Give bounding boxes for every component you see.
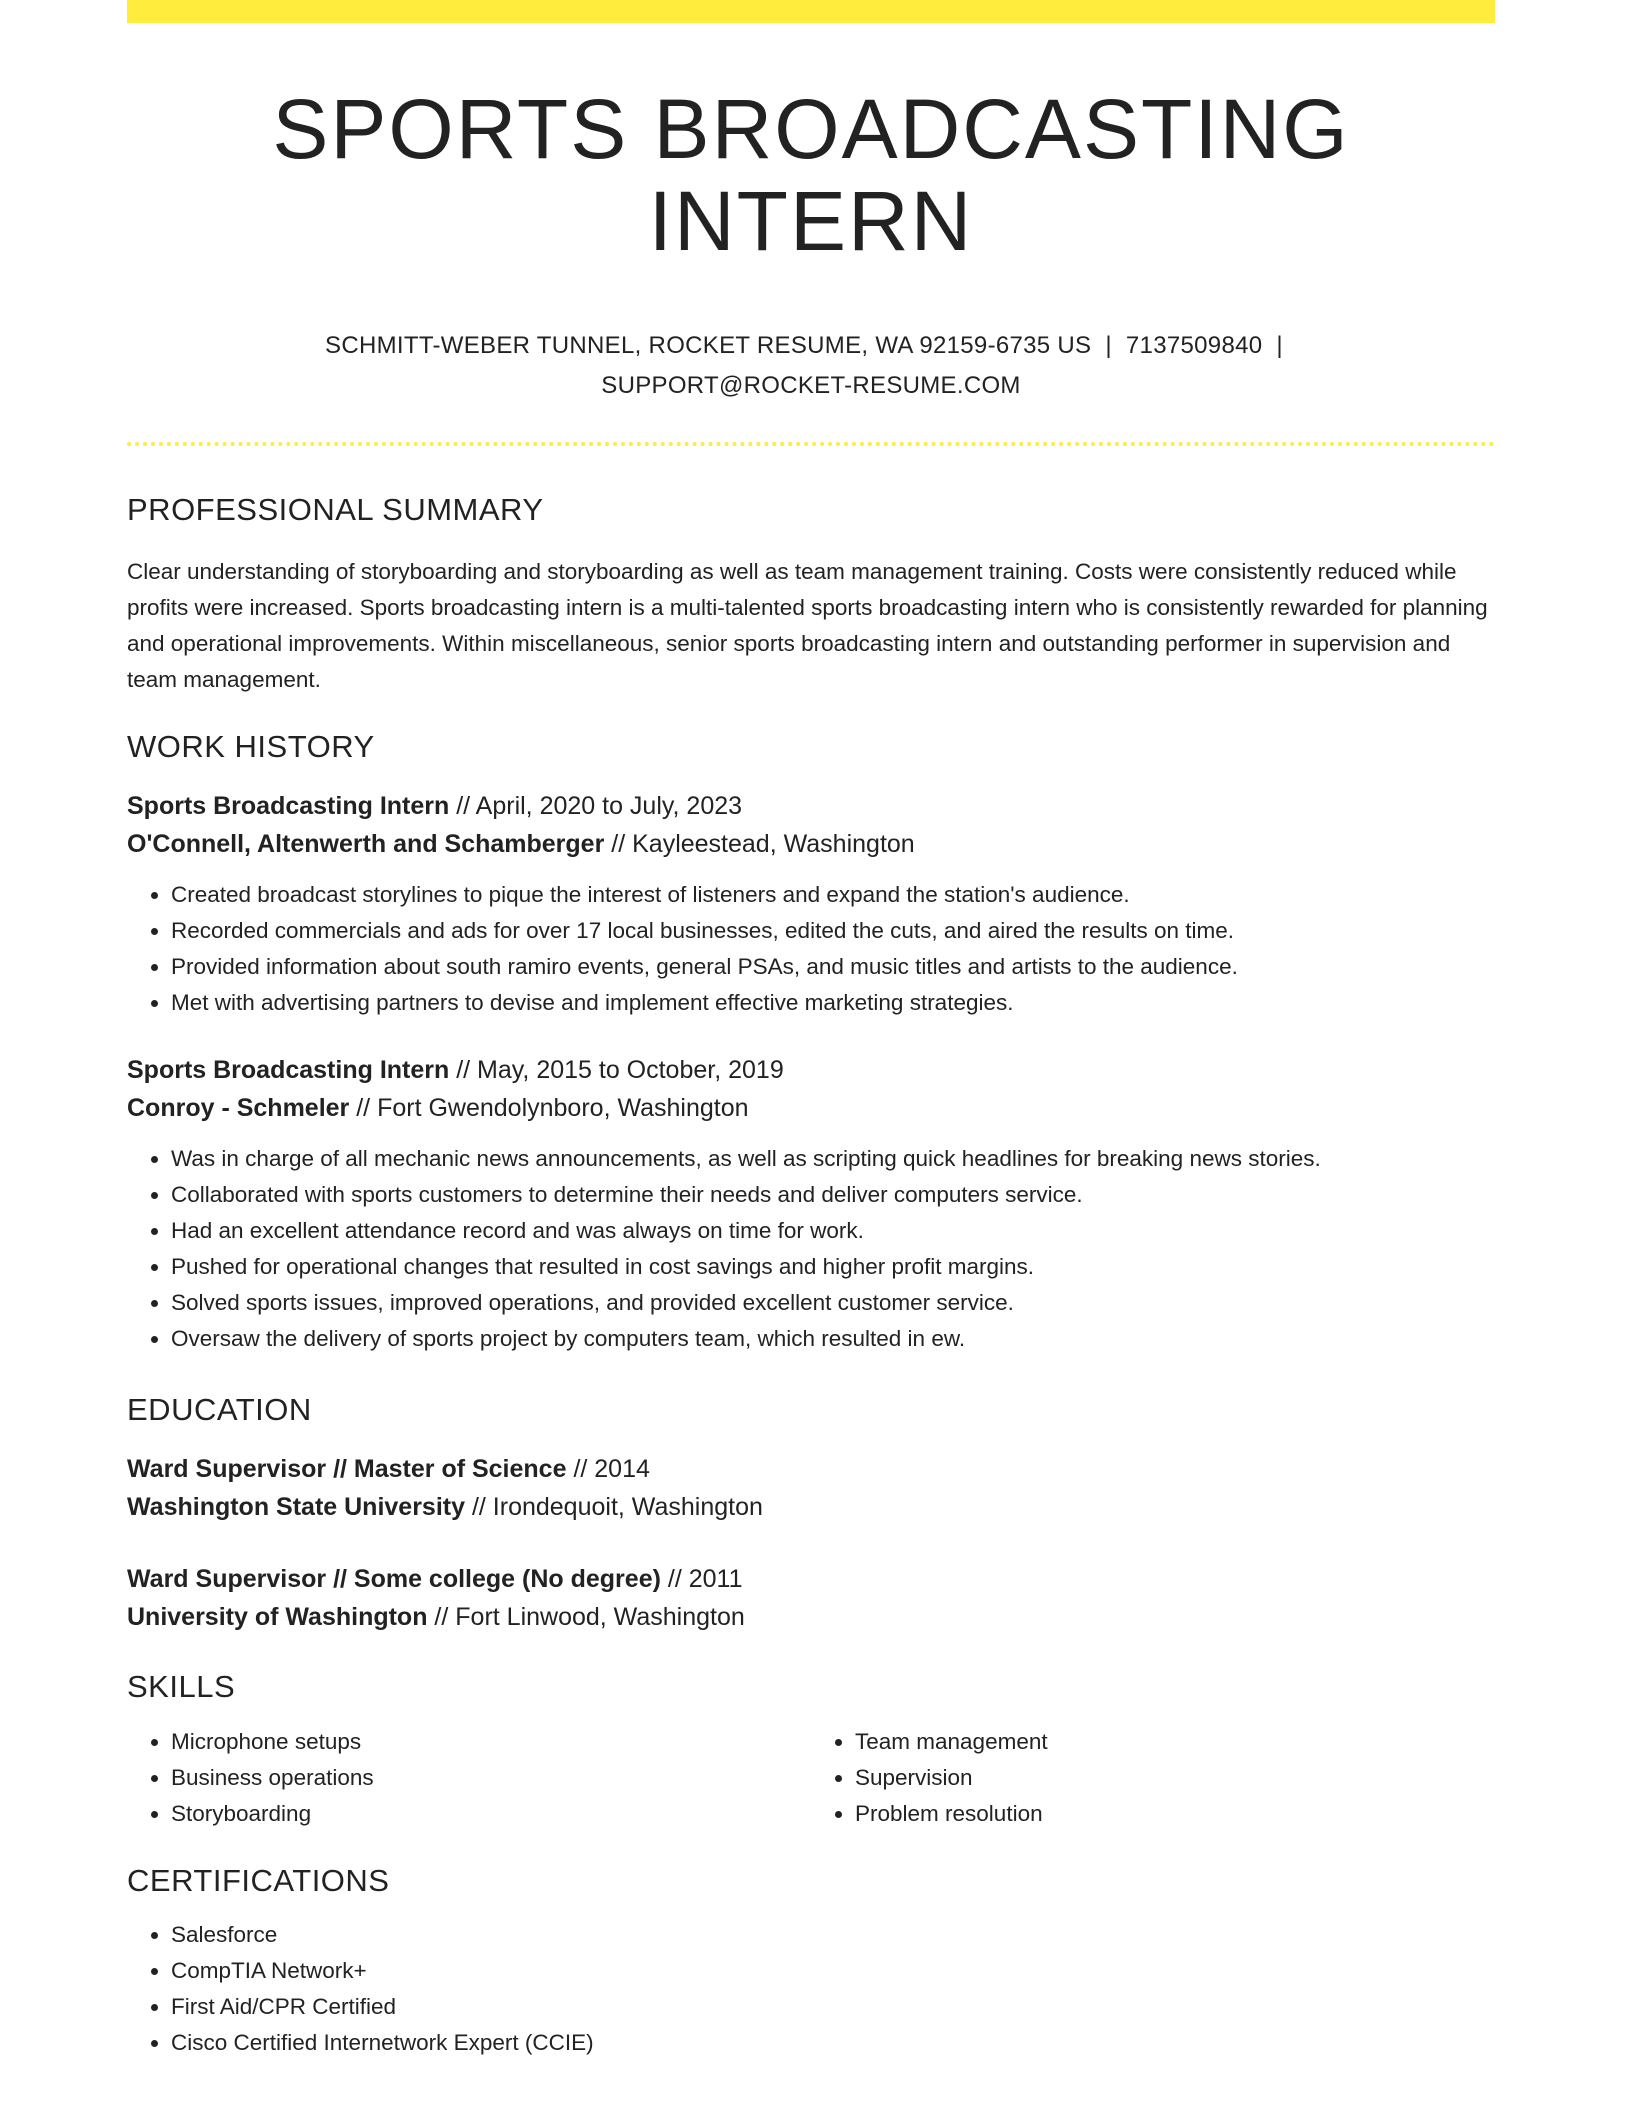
- list-item: • Collaborated with sports customers to determine their needs and deliver computers service.: [171, 1177, 1495, 1213]
- section-title-skills: SKILLS: [127, 1669, 236, 1705]
- skills-list-left: [127, 1724, 811, 1832]
- list-item: • Solved sports issues, improved operations, and provided excellent customer service.: [171, 1285, 1495, 1321]
- education-degree: Ward Supervisor // Master of Science: [127, 1455, 567, 1484]
- contact-phone: 7137509840: [1125, 331, 1263, 359]
- job-location: // Kayleestead, Washington: [604, 830, 915, 859]
- list-item: • Business operations: [171, 1760, 811, 1796]
- list-item: • CompTIA Network+: [171, 1953, 1495, 1989]
- job-company: O'Connell, Altenwerth and Schamberger: [127, 830, 605, 859]
- summary-text: Clear understanding of storyboarding and storyboarding as well as team management training. Costs were consistently reduced while profits were increased. Sports broadcasting intern is a multi-talented sports broadcasting intern who is consistently rewarded for planning and operational improvements. Within miscellaneous, senior sports broadcasting intern and outstanding performer in supervision and team management.: [127, 558, 1488, 692]
- candidate-title: SPORTS BROADCASTING INTERN: [272, 82, 1350, 269]
- certifications-list: [127, 1917, 1495, 2061]
- contact-separator: |: [1105, 331, 1112, 359]
- list-item: • Created broadcast storylines to pique the interest of listeners and expand the station's audience.: [171, 877, 1495, 913]
- education-year: // 2014: [566, 1455, 650, 1484]
- job-location: // Fort Gwendolynboro, Washington: [349, 1094, 749, 1123]
- list-item: • Supervision: [855, 1760, 1495, 1796]
- list-item: • Recorded commercials and ads for over 17 local businesses, edited the cuts, and aired the results on time.: [171, 913, 1495, 949]
- list-item: • First Aid/CPR Certified: [171, 1989, 1495, 2025]
- job-company: Conroy - Schmeler: [127, 1094, 350, 1123]
- job-role: Sports Broadcasting Intern: [127, 792, 450, 821]
- list-item: • Microphone setups: [171, 1724, 811, 1760]
- education-location: // Irondequoit, Washington: [465, 1493, 763, 1522]
- job-bullet-list: [127, 1141, 1495, 1357]
- education-school: University of Washington: [127, 1603, 428, 1632]
- contact-email: SUPPORT@ROCKET-RESUME.COM: [601, 371, 1021, 399]
- contact-address: SCHMITT-WEBER TUNNEL, ROCKET RESUME, WA 92159-6735 US: [325, 331, 1092, 359]
- list-item: • Had an excellent attendance record and was always on time for work.: [171, 1213, 1495, 1249]
- list-item: • Was in charge of all mechanic news announcements, as well as scripting quick headlines for breaking news stories.: [171, 1141, 1495, 1177]
- skills-grid: [127, 1724, 1495, 1832]
- contact-info: [127, 326, 1495, 406]
- education-entry: [127, 1560, 1495, 1636]
- skills-list-right: [811, 1724, 1495, 1832]
- job-entry: [127, 787, 1495, 863]
- education-degree: Ward Supervisor // Some college (No degree): [127, 1565, 661, 1594]
- list-item: • Pushed for operational changes that resulted in cost savings and higher profit margins.: [171, 1249, 1495, 1285]
- education-year: // 2011: [660, 1565, 743, 1594]
- list-item: • Oversaw the delivery of sports project by computers team, which resulted in ew.: [171, 1321, 1495, 1357]
- list-item: • Problem resolution: [855, 1796, 1495, 1832]
- top-accent-bar: [127, 0, 1495, 23]
- education-school: Washington State University: [127, 1493, 466, 1522]
- job-dates: // May, 2015 to October, 2019: [449, 1056, 784, 1085]
- job-role: Sports Broadcasting Intern: [127, 1056, 450, 1085]
- job-dates: // April, 2020 to July, 2023: [449, 792, 743, 821]
- list-item: • Team management: [855, 1724, 1495, 1760]
- resume-page: [127, 0, 1495, 2061]
- section-title-work-history: WORK HISTORY: [127, 728, 375, 764]
- section-title-education: EDUCATION: [127, 1392, 312, 1428]
- list-item: • Salesforce: [171, 1917, 1495, 1953]
- job-entry: [127, 1051, 1495, 1127]
- list-item: • Cisco Certified Internetwork Expert (CCIE): [171, 2025, 1495, 2061]
- contact-separator: |: [1276, 331, 1283, 359]
- list-item: • Storyboarding: [171, 1796, 811, 1832]
- list-item: • Met with advertising partners to devise and implement effective marketing strategies.: [171, 985, 1495, 1021]
- education-entry: [127, 1450, 1495, 1526]
- section-title-certifications: CERTIFICATIONS: [127, 1862, 390, 1898]
- list-item: • Provided information about south ramiro events, general PSAs, and music titles and artists to the audience.: [171, 949, 1495, 985]
- job-bullet-list: [127, 877, 1495, 1021]
- section-title-summary: PROFESSIONAL SUMMARY: [127, 491, 544, 527]
- education-location: // Fort Linwood, Washington: [427, 1603, 745, 1632]
- dotted-divider: [127, 442, 1495, 446]
